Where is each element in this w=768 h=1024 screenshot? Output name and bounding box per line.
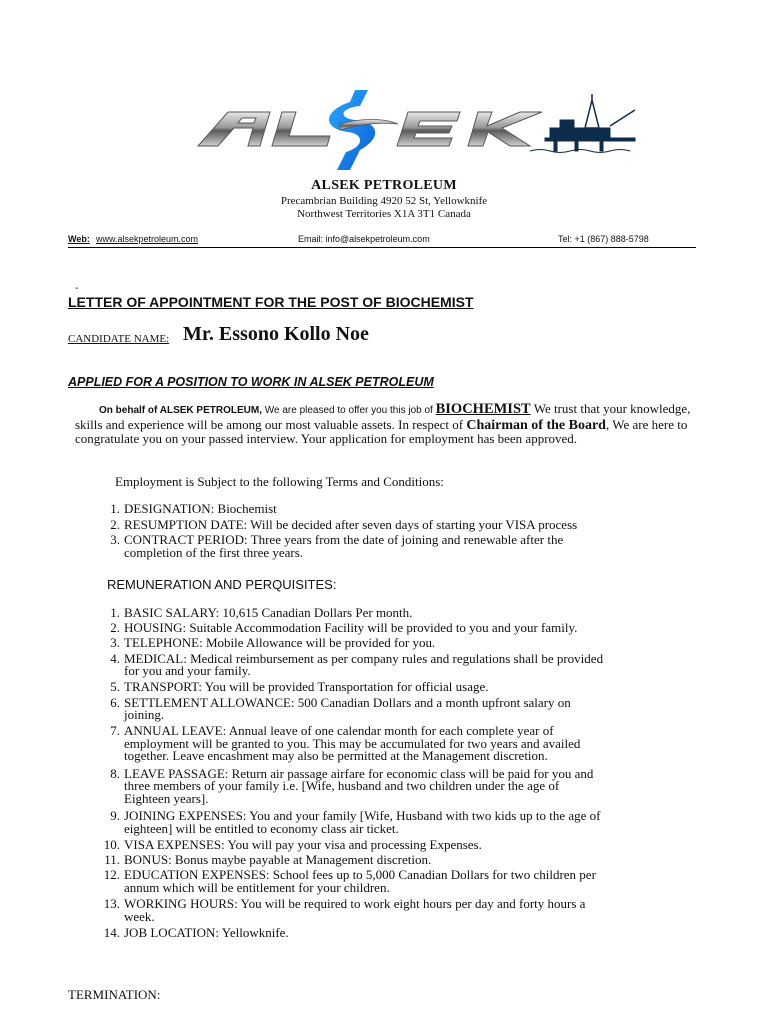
list-item-number: 2.	[110, 516, 120, 532]
list-item-number: 13.	[103, 896, 120, 912]
list-item-line: eighteen] will be entitled to economy class air ticket.	[124, 820, 399, 836]
list-item-text	[124, 503, 684, 516]
intro-part-4: , We are here to congratulate you on your passed interview. Your application for employment has been approved.	[75, 416, 688, 446]
termination-heading: TERMINATION:	[68, 987, 161, 1002]
list-item-line: MEDICAL: Medical reimbursement as per company rules and regulations shall be provided	[124, 650, 604, 666]
list-item-line: LEAVE PASSAGE: Return air passage airfare for economic class will be paid for you and	[124, 765, 594, 781]
list-item-number: 3.	[110, 532, 120, 547]
list-item-line: CONTRACT PERIOD: Three years from the date of joining and renewable after the	[124, 532, 564, 547]
list-item-line: week.	[124, 908, 155, 924]
remuneration-heading: REMUNERATION AND PERQUISITES:	[107, 577, 337, 592]
list-item-text	[124, 839, 684, 852]
list-item-line: HOUSING: Suitable Accommodation Facility will be provided to you and your family.	[124, 620, 578, 636]
list-item-number: 3.	[110, 635, 120, 651]
list-item-text	[124, 869, 684, 894]
intro-company: ALSEK PETROLEUM,	[159, 405, 262, 416]
candidate-name: Mr. Essono Kollo Noe	[183, 323, 369, 345]
list-item-line: RESUMPTION DATE: Will be decided after seven days of starting your VISA process	[124, 516, 578, 532]
intro-part-2: We are pleased to offer you this job of	[261, 405, 436, 416]
list-item-number: 7.	[110, 723, 120, 739]
list-item-line: for you and your family.	[124, 663, 251, 679]
list-item-number: 9.	[110, 808, 120, 824]
list-item-line: SETTLEMENT ALLOWANCE: 500 Canadian Dollars and a month upfront salary on	[124, 694, 571, 710]
list-item-line: together. Leave encashment may also be permitted at the Management discretion.	[124, 748, 548, 764]
list-item-text	[124, 765, 684, 806]
intro-part-3: We trust that your knowledge, skills and experience will be among our most valuable assets. In respect of	[75, 401, 691, 432]
phone-number: Tel: +1 (867) 888-5798	[558, 234, 649, 244]
list-item-text	[124, 622, 684, 635]
list-item-line: Eighteen years].	[124, 790, 209, 806]
contact-bar	[68, 234, 696, 248]
list-item-number: 4.	[110, 650, 120, 666]
list-item-number: 2.	[110, 620, 120, 636]
dash-mark: -	[75, 283, 79, 294]
list-item-line: VISA EXPENSES: You will pay your visa and processing Expenses.	[124, 837, 482, 852]
list-item-text	[124, 534, 684, 559]
list-item-number: 5.	[110, 679, 120, 695]
list-item-line: WORKING HOURS: You will be required to work eight hours per day and forty hours a	[124, 896, 586, 912]
company-logo	[190, 88, 640, 178]
list-item-text	[124, 898, 684, 923]
list-item-number: 10.	[103, 837, 120, 852]
address-line-1: Precambrian Building 4920 52 St, Yellowknife	[280, 195, 488, 207]
address-line-2: Northwest Territories X1A 3T1 Canada	[297, 208, 471, 220]
applied-heading: APPLIED FOR A POSITION TO WORK IN ALSEK PETROLEUM	[68, 375, 434, 389]
list-item-line: ANNUAL LEAVE: Annual leave of one calendar month for each complete year of	[124, 723, 554, 739]
list-item-line: JOB LOCATION: Yellowknife.	[124, 925, 289, 940]
list-item-line: DESIGNATION: Biochemist	[124, 501, 277, 516]
website-link[interactable]: www.alsekpetroleum.com	[96, 234, 199, 244]
list-item-text	[124, 927, 684, 940]
list-item-number: 8.	[110, 765, 120, 781]
web-label: Web:	[68, 234, 90, 244]
list-item-text	[124, 607, 684, 620]
intro-chair: Chairman of the Board	[466, 417, 606, 433]
list-item-text	[124, 810, 684, 835]
candidate-label: CANDIDATE NAME:	[68, 333, 170, 345]
list-item-number: 12.	[103, 867, 120, 883]
list-item-line: joining.	[124, 707, 165, 723]
list-item-line: employment will be granted to you. This may be accumulated for two years and availed	[124, 735, 581, 751]
logo-graphic	[190, 88, 640, 178]
list-item-number: 11.	[104, 852, 120, 868]
list-item-number: 1.	[110, 605, 120, 620]
list-item-line: three members of your family i.e. [Wife, husband and two children under the age of	[124, 778, 560, 794]
email-link[interactable]: Email: info@alsekpetroleum.com	[298, 234, 430, 244]
company-name: ALSEK PETROLEUM	[311, 178, 457, 193]
list-item-line: BASIC SALARY: 10,615 Canadian Dollars Per month.	[124, 605, 413, 620]
letter-title: LETTER OF APPOINTMENT FOR THE POST OF BIOCHEMIST	[68, 294, 474, 310]
intro-job: BIOCHEMIST	[435, 401, 531, 417]
list-item-number: 14.	[103, 925, 120, 940]
terms-intro: Employment is Subject to the following Terms and Conditions:	[115, 474, 444, 489]
list-item-text	[124, 725, 684, 763]
intro-paragraph	[75, 402, 695, 446]
list-item-line: JOINING EXPENSES: You and your family [Wife, Husband with two kids up to the age of	[124, 808, 601, 824]
list-item-number: 1.	[110, 501, 120, 516]
list-item-line: annum which will be entitlement for your children.	[124, 879, 390, 895]
list-item-line: TRANSPORT: You will be provided Transportation for official usage.	[124, 679, 489, 695]
list-item-text	[124, 516, 684, 532]
list-item-number: 6.	[110, 694, 120, 710]
intro-part-1: On behalf of	[99, 405, 160, 416]
list-item-text	[124, 694, 684, 723]
list-item-line: BONUS: Bonus maybe payable at Management discretion.	[124, 852, 432, 868]
list-item-text	[124, 637, 684, 650]
list-item-text	[124, 650, 684, 679]
list-item-line: TELEPHONE: Mobile Allowance will be provided for you.	[124, 635, 436, 651]
list-item-text	[124, 854, 684, 867]
list-item-text	[124, 681, 684, 694]
list-item-line: EDUCATION EXPENSES: School fees up to 5,000 Canadian Dollars for two children per	[124, 867, 596, 883]
list-item-line: completion of the first three years.	[124, 544, 304, 560]
